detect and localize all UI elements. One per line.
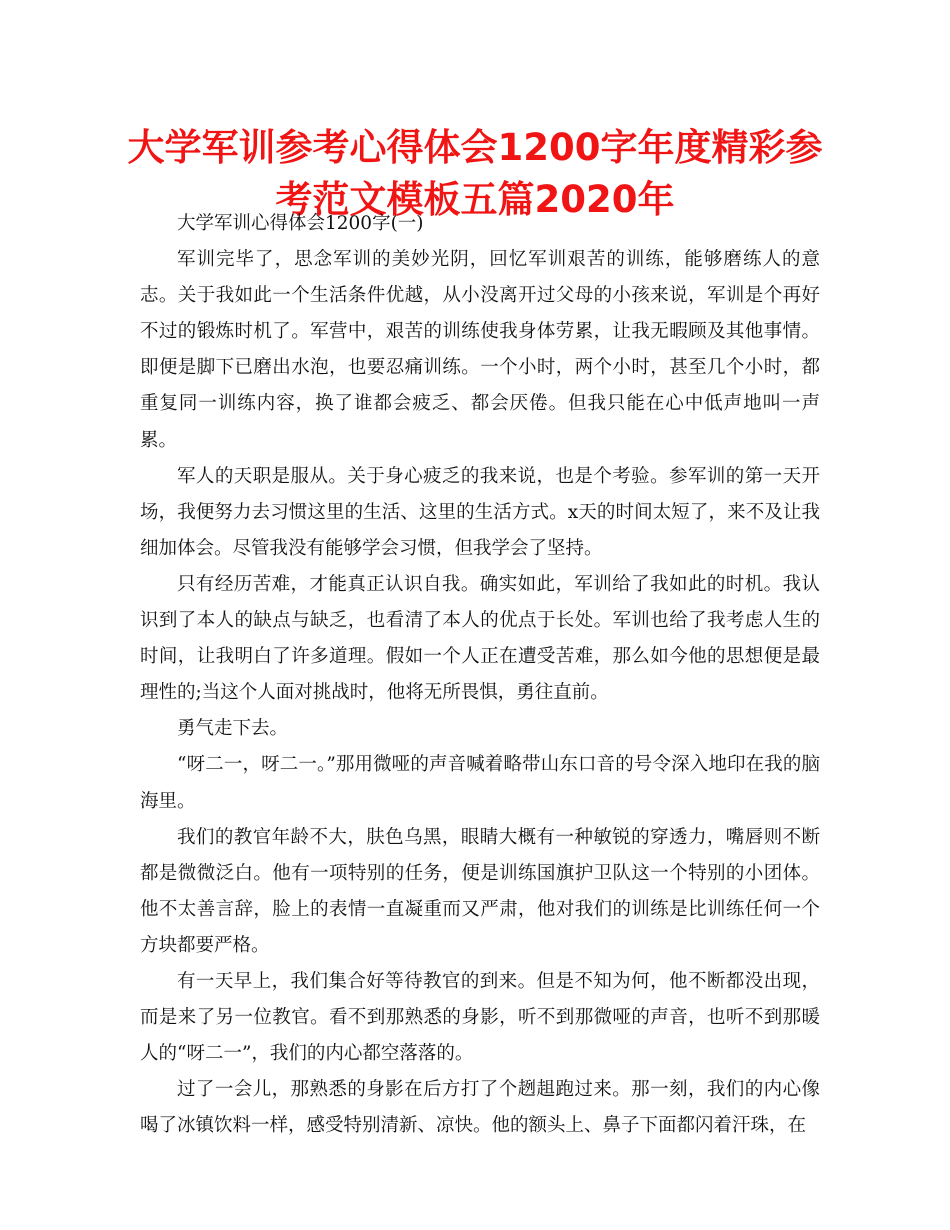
- paragraph: 过了一会儿，那熟悉的身影在后方打了个趔趄跑过来。那一刻，我们的内心像喝了冰镇饮料一样，感受特别清新、凉快。他的额头上、鼻子下面都闪着汗珠，在: [140, 1079, 820, 1137]
- paragraph: “呀二一，呀二一。”那用微哑的声音喊着略带山东口音的号令深入地印在我的脑海里。: [140, 754, 820, 812]
- paragraph: 勇气走下去。: [177, 718, 289, 740]
- document-body: [140, 206, 820, 1144]
- paragraph: 军人的天职是服从。关于身心疲乏的我来说，也是个考验。参军训的第一天开场，我便努力去习惯这里的生活、这里的生活方式。x天的时间太短了，来不及让我细加体会。尽管我没有能够学会习惯，但我学会了坚持。: [140, 465, 820, 559]
- document-title: 大学军训参考心得体会1200字年度精彩参考范文模板五篇2020年: [127, 126, 823, 221]
- paragraph: 只有经历苦难，才能真正认识自我。确实如此，军训给了我如此的时机。我认识到了本人的缺点与缺乏，也看清了本人的优点于长处。军训也给了我考虑人生的时间，让我明白了许多道理。假如一个人正在遭受苦难，那么如今他的思想便是最理性的;当这个人面对挑战时，他将无所畏惧，勇往直前。: [140, 573, 820, 704]
- paragraph: 我们的教官年龄不大，肤色乌黑，眼睛大概有一种敏锐的穿透力，嘴唇则不断都是微微泛白。他有一项特别的任务，便是训练国旗护卫队这一个特别的小团体。他不太善言辞，脸上的表情一直凝重而又严肃，他对我们的训练是比训练任何一个方块都要严格。: [140, 826, 820, 956]
- section-heading: 大学军训心得体会1200字(一): [177, 213, 424, 234]
- paragraph: 有一天早上，我们集合好等待教官的到来。但是不知为何，他不断都没出现，而是来了另一位教官。看不到那熟悉的身影，听不到那微哑的声音，也听不到那暖人的“呀二一”，我们的内心都空落落的。: [140, 970, 820, 1065]
- paragraph: 军训完毕了，思念军训的美妙光阴，回忆军训艰苦的训练，能够磨练人的意志。关于我如此一个生活条件优越，从小没离开过父母的小孩来说，军训是个再好不过的锻炼时机了。军营中，艰苦的训练使我身体劳累，让我无暇顾及其他事情。即便是脚下已磨出水泡，也要忍痛训练。一个小时，两个小时，甚至几个小时，都重复同一训练内容，换了谁都会疲乏、都会厌倦。但我只能在心中低声地叫一声累。: [140, 249, 820, 451]
